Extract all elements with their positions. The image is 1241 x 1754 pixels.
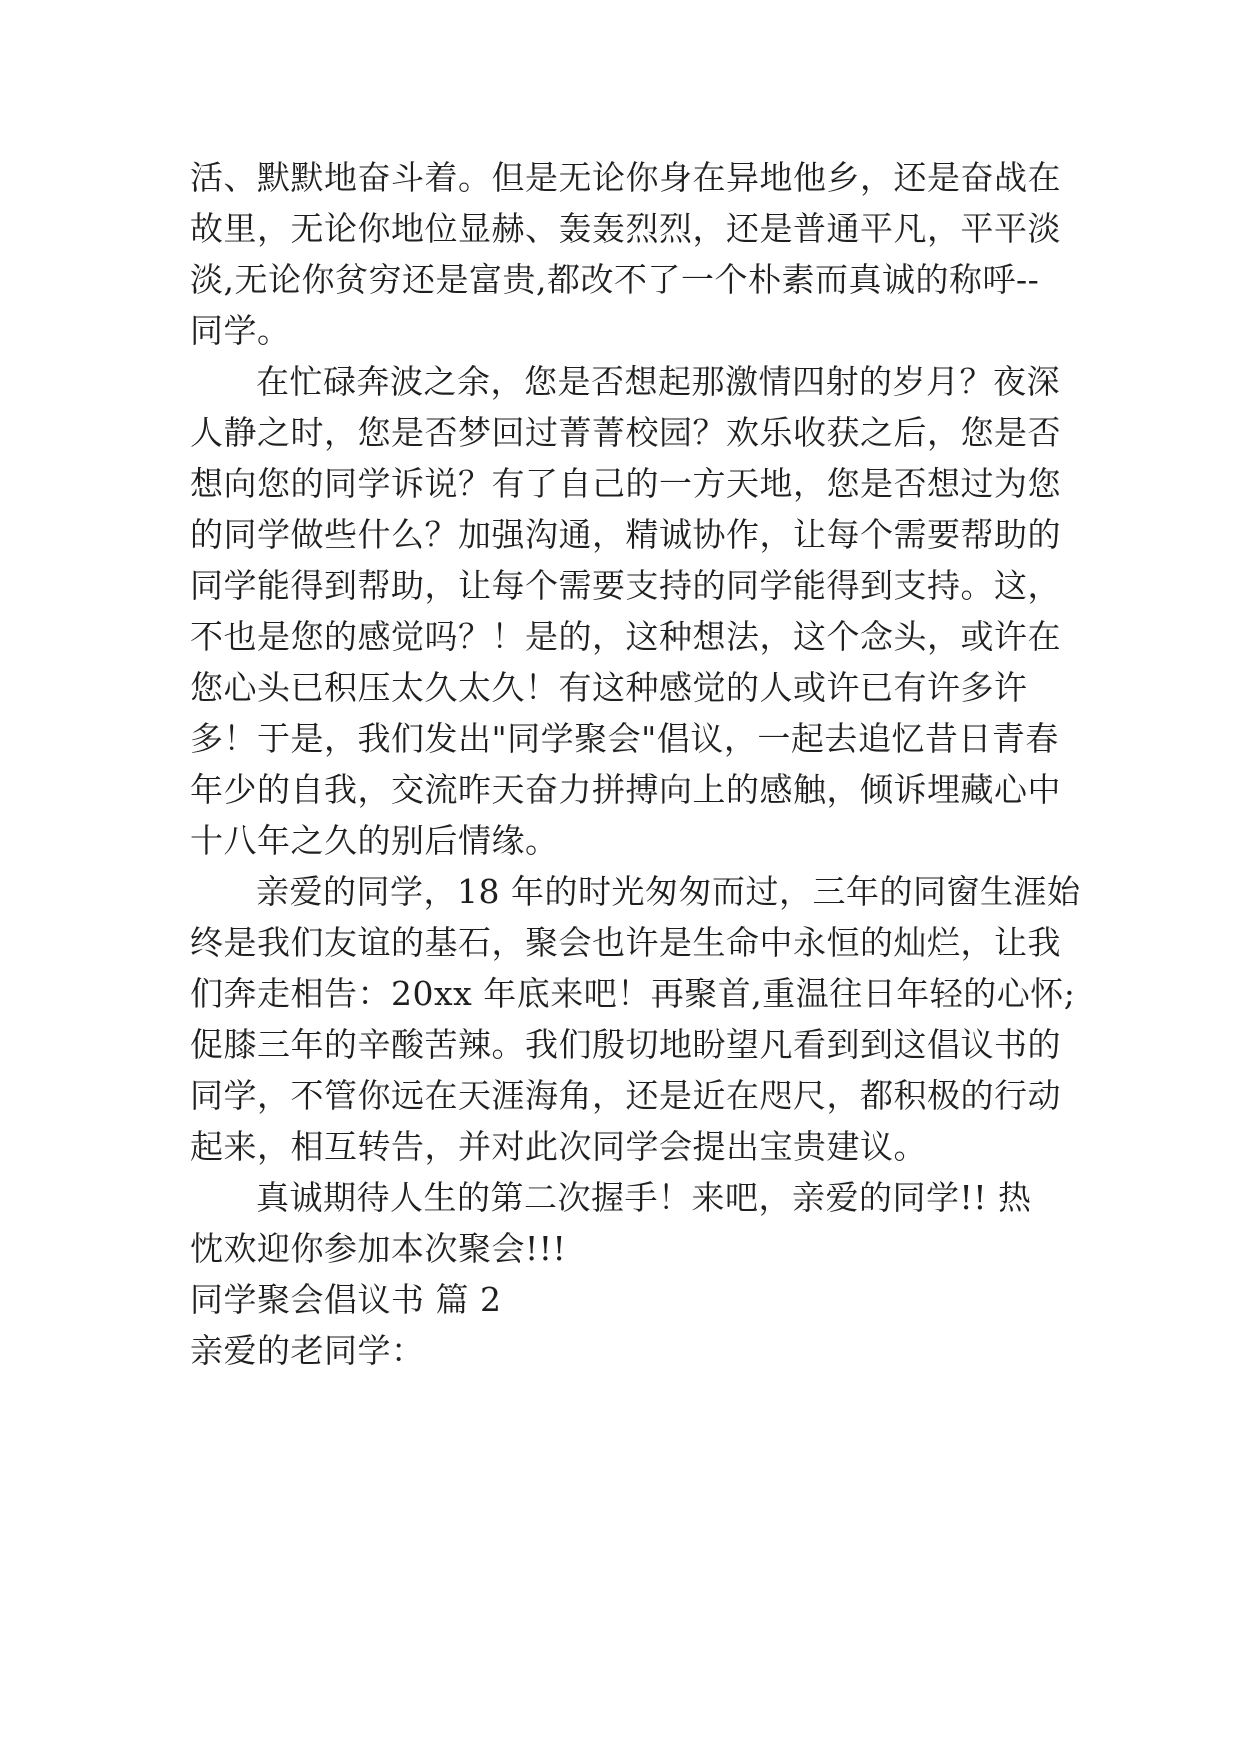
text-line: 多！于是，我们发出"同学聚会"倡议，一起去追忆昔日青春 — [190, 719, 1059, 758]
text-line: 终是我们友谊的基石，聚会也许是生命中永恒的灿烂，让我 — [190, 923, 1061, 962]
text-line: 同学，不管你远在天涯海角，还是近在咫尺，都积极的行动 — [190, 1076, 1061, 1115]
text-line: 不也是您的感觉吗？！是的，这种想法，这个念头，或许在 — [190, 617, 1061, 656]
text-line: 故里，无论你地位显赫、轰轰烈烈，还是普通平凡，平平淡 — [190, 209, 1061, 248]
text-line: 您心头已积压太久太久！有这种感觉的人或许已有许多许 — [190, 668, 1028, 707]
text-line: 想向您的同学诉说？有了自己的一方天地，您是否想过为您 — [190, 464, 1061, 503]
text-line: 们奔走相告：20xx 年底来吧！再聚首,重温往日年轻的心怀; — [190, 974, 1076, 1013]
text-line: 活、默默地奋斗着。但是无论你身在异地他乡，还是奋战在 — [190, 158, 1061, 197]
text-line: 人静之时，您是否梦回过菁菁校园？欢乐收获之后，您是否 — [190, 413, 1061, 452]
text-line: 起来，相互转告，并对此次同学会提出宝贵建议。 — [190, 1127, 927, 1166]
paragraph-first-line: 在忙碌奔波之余，您是否想起那激情四射的岁月？夜深 — [256, 362, 1060, 401]
text-line: 的同学做些什么？加强沟通，精诚协作，让每个需要帮助的 — [190, 515, 1061, 554]
text-line: 十八年之久的别后情缘。 — [190, 821, 559, 860]
paragraph-first-line: 亲爱的同学，18 年的时光匆匆而过，三年的同窗生涯始 — [256, 872, 1081, 911]
text-line: 年少的自我，交流昨天奋力拼搏向上的感触，倾诉埋藏心中 — [190, 770, 1061, 809]
text-line: 同学能得到帮助，让每个需要支持的同学能得到支持。这， — [190, 566, 1061, 605]
text-line: 忱欢迎你参加本次聚会!!! — [190, 1229, 567, 1268]
salutation: 亲爱的老同学： — [190, 1331, 425, 1370]
text-line: 同学。 — [190, 311, 291, 350]
text-line: 促膝三年的辛酸苦辣。我们殷切地盼望凡看到到这倡议书的 — [190, 1025, 1061, 1064]
text-line: 淡,无论你贫穷还是富贵,都改不了一个朴素而真诚的称呼-- — [190, 260, 1040, 299]
paragraph-first-line: 真诚期待人生的第二次握手！来吧，亲爱的同学!! 热 — [256, 1178, 1032, 1217]
section-heading: 同学聚会倡议书 篇 2 — [190, 1280, 502, 1319]
